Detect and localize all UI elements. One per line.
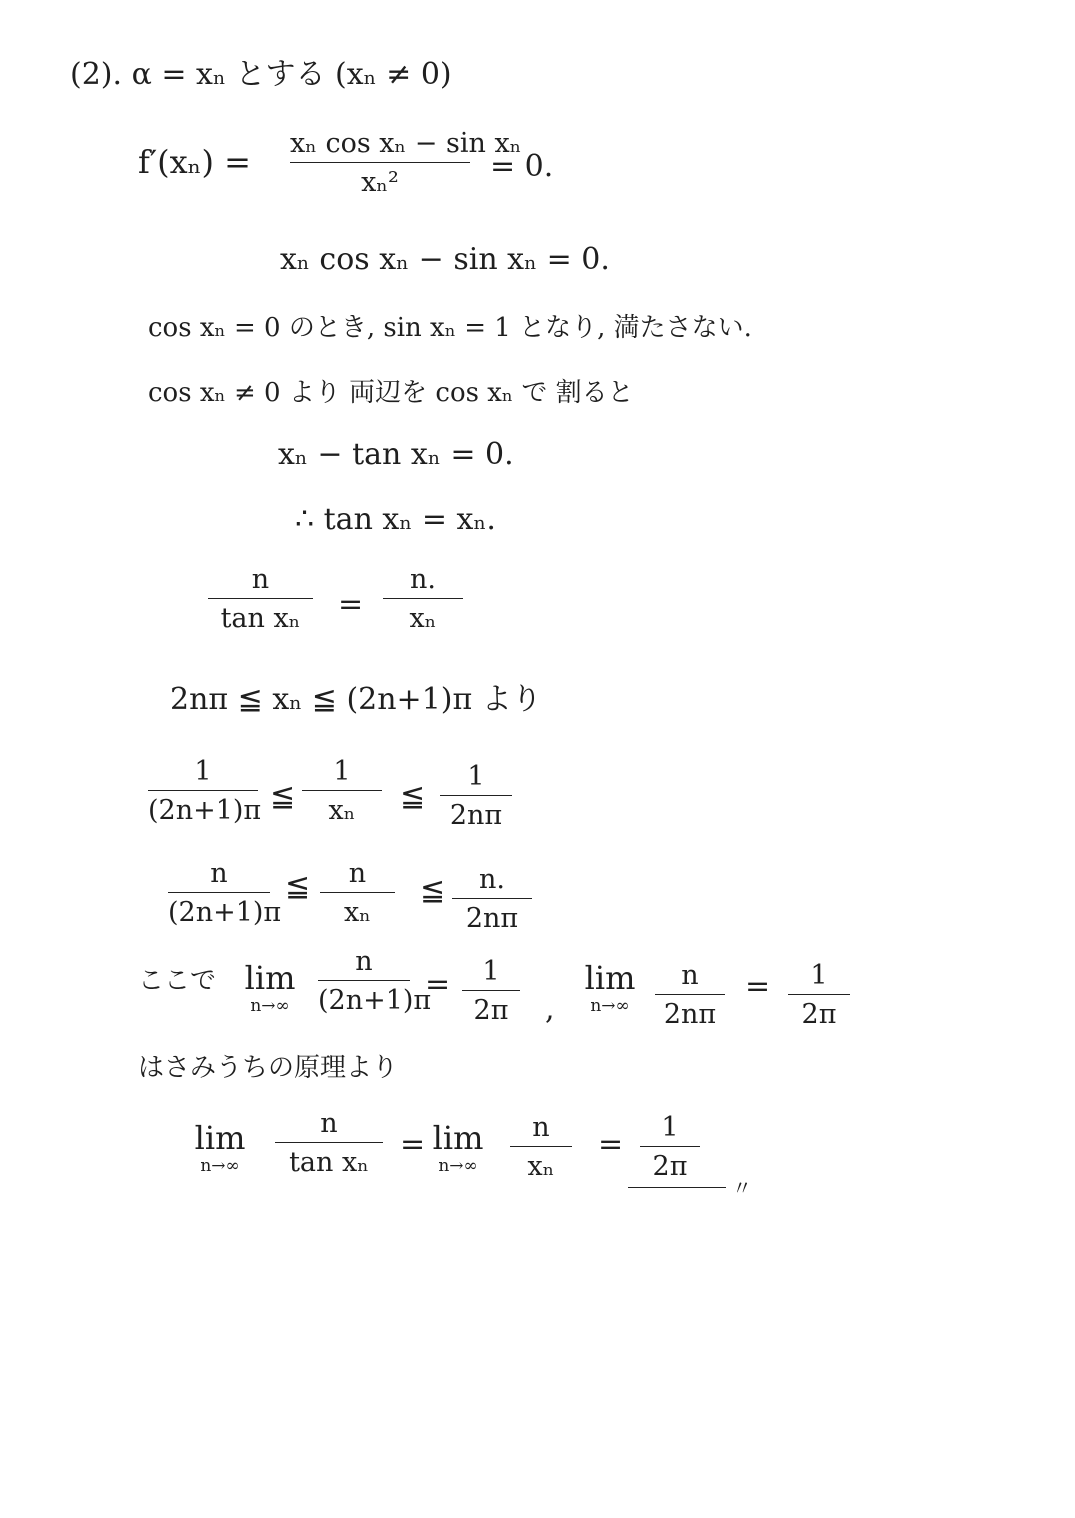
recip-frac-1: 1 (2n+1)π <box>148 756 262 826</box>
final-equals-1: = <box>400 1127 426 1162</box>
mult-frac-1: n (2n+1)π <box>168 858 282 928</box>
limits-comma: , <box>545 992 555 1027</box>
inequality-range: 2nπ ≦ xₙ ≦ (2n+1)π より <box>170 682 542 717</box>
derivative-fraction <box>290 128 522 198</box>
derivative-denominator: xₙ² <box>361 167 399 198</box>
limit-a-fraction: n (2n+1)π <box>318 946 432 1016</box>
mult-frac-2: n xₙ <box>320 860 395 926</box>
final-underline <box>628 1187 726 1188</box>
final-fraction-b: n xₙ <box>510 1114 572 1180</box>
final-result: 1 2π <box>640 1114 700 1180</box>
derivative-lhs: f′(xₙ) = <box>138 143 251 181</box>
recip-frac-2: 1 xₙ <box>302 758 382 824</box>
equation-line-3: xₙ cos xₙ − sin xₙ = 0. <box>280 242 610 277</box>
mult-le-2: ≦ <box>420 873 446 908</box>
final-end-mark: 〃 <box>732 1176 752 1200</box>
recip-le-2: ≦ <box>400 779 426 814</box>
case-cos-zero: cos xₙ = 0 のとき, sin xₙ = 1 となり, 満たさない. <box>148 313 752 343</box>
recip-le-1: ≦ <box>270 779 296 814</box>
limit-a: lim n→∞ <box>244 959 296 1016</box>
derivative-numerator: xₙ cos xₙ − sin xₙ <box>290 128 522 159</box>
mult-le-1: ≦ <box>285 869 311 904</box>
derivative-rhs: = 0. <box>490 149 554 184</box>
problem-header: (2). α = xₙ とする (xₙ ≠ 0) <box>70 57 452 92</box>
limits-prefix: ここで <box>138 966 217 996</box>
final-fraction-a: n tan xₙ <box>275 1110 383 1176</box>
squeeze-principle: はさみうちの原理より <box>138 1053 399 1083</box>
recip-frac-3: 1 2nπ <box>440 763 512 829</box>
limit-b-equals: = <box>745 969 771 1004</box>
final-limit-a: lim n→∞ <box>194 1119 246 1176</box>
equation-line-6: xₙ − tan xₙ = 0. <box>278 437 514 472</box>
limit-a-equals: = <box>425 967 451 1002</box>
limit-b-fraction: n 2nπ <box>655 962 725 1028</box>
final-equals-2: = <box>598 1127 624 1162</box>
ratio-equals: = <box>338 587 364 622</box>
limit-b-result: 1 2π <box>788 962 850 1028</box>
mult-frac-3: n. 2nπ <box>452 866 532 932</box>
limit-b: lim n→∞ <box>584 959 636 1016</box>
case-divide: cos xₙ ≠ 0 より 両辺を cos xₙ で 割ると <box>148 378 634 408</box>
ratio-left: n tan xₙ <box>208 566 313 632</box>
equation-tan: ∴ tan xₙ = xₙ. <box>295 502 496 537</box>
limit-a-result: 1 2π <box>462 958 520 1024</box>
ratio-right: n. xₙ <box>383 566 463 632</box>
final-limit-b: lim n→∞ <box>432 1119 484 1176</box>
